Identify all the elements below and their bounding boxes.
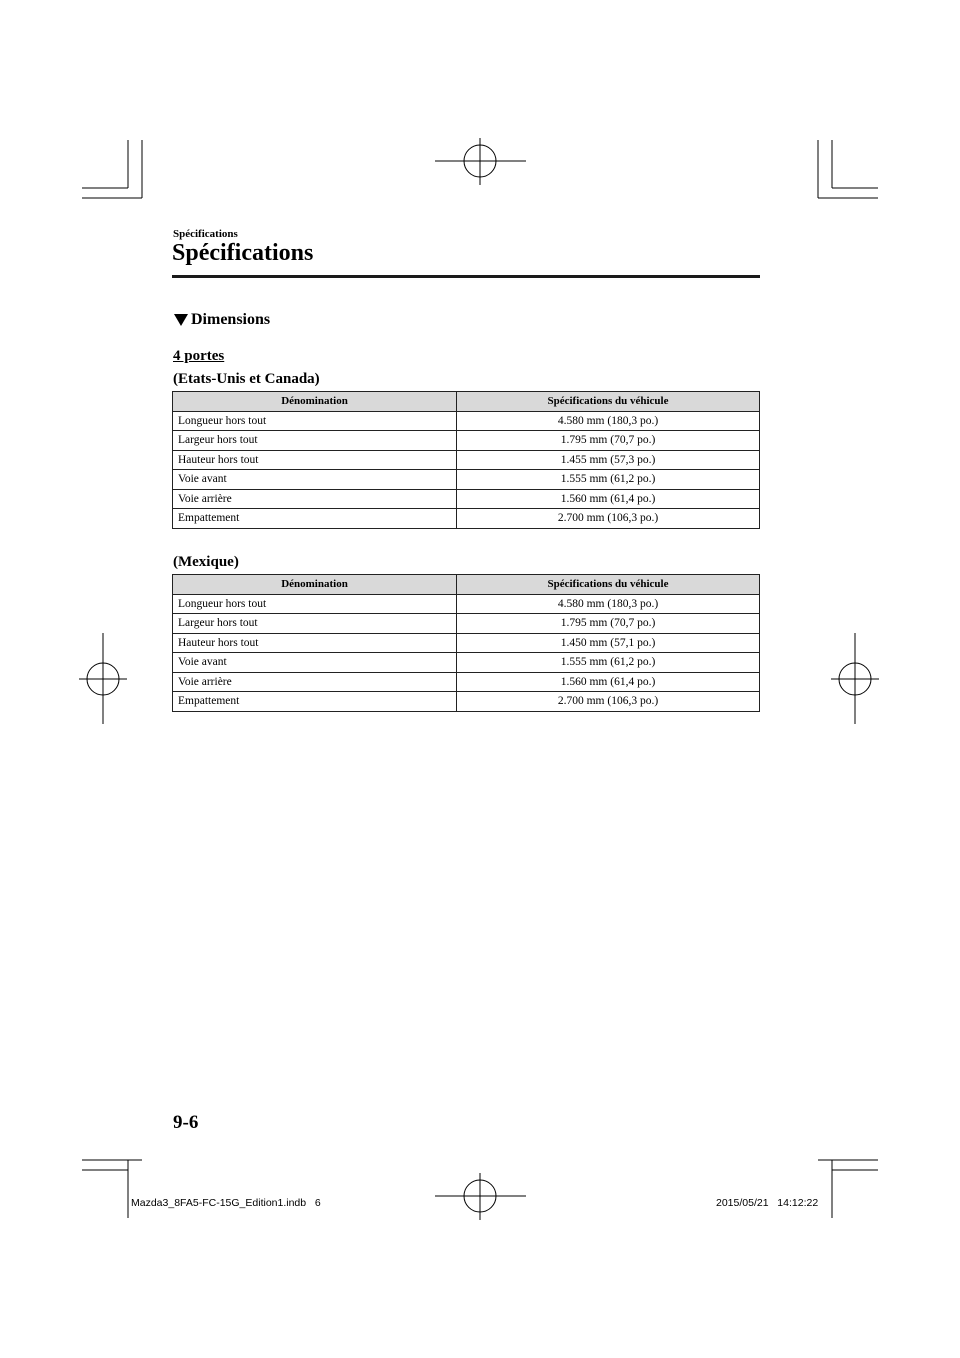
table-header-row bbox=[173, 392, 760, 412]
table-row bbox=[173, 509, 760, 529]
row-value: 1.455 mm (57,3 po.) bbox=[457, 450, 760, 470]
row-value: 1.450 mm (57,1 po.) bbox=[457, 633, 760, 653]
row-value: 2.700 mm (106,3 po.) bbox=[457, 692, 760, 712]
row-name: Hauteur hors tout bbox=[173, 450, 457, 470]
row-value: 4.580 mm (180,3 po.) bbox=[457, 411, 760, 431]
spec-table-us-canada bbox=[172, 391, 760, 529]
row-name: Voie arrière bbox=[173, 489, 457, 509]
row-name: Voie arrière bbox=[173, 672, 457, 692]
table-row bbox=[173, 489, 760, 509]
table-row bbox=[173, 594, 760, 614]
row-name: Largeur hors tout bbox=[173, 431, 457, 451]
table-row bbox=[173, 672, 760, 692]
row-name: Voie avant bbox=[173, 653, 457, 673]
spec-table-mexico bbox=[172, 574, 760, 712]
body-variant-heading: 4 portes bbox=[173, 348, 225, 364]
column-header: Dénomination bbox=[173, 575, 457, 595]
title-divider bbox=[172, 275, 760, 278]
row-name: Hauteur hors tout bbox=[173, 633, 457, 653]
table-row bbox=[173, 633, 760, 653]
column-header: Spécifications du véhicule bbox=[457, 575, 760, 595]
table-row bbox=[173, 431, 760, 451]
column-header: Spécifications du véhicule bbox=[457, 392, 760, 412]
column-header: Dénomination bbox=[173, 392, 457, 412]
table-row bbox=[173, 614, 760, 634]
row-name: Longueur hors tout bbox=[173, 594, 457, 614]
down-triangle-icon bbox=[174, 314, 188, 326]
row-value: 1.560 mm (61,4 po.) bbox=[457, 489, 760, 509]
row-name: Longueur hors tout bbox=[173, 411, 457, 431]
table-row bbox=[173, 653, 760, 673]
page-number: 9-6 bbox=[173, 1112, 199, 1133]
row-value: 1.555 mm (61,2 po.) bbox=[457, 470, 760, 490]
row-name: Largeur hors tout bbox=[173, 614, 457, 634]
row-value: 1.560 mm (61,4 po.) bbox=[457, 672, 760, 692]
table-row bbox=[173, 470, 760, 490]
section-title: Dimensions bbox=[191, 311, 271, 328]
region-heading-mexico: (Mexique) bbox=[173, 554, 239, 570]
row-value: 1.555 mm (61,2 po.) bbox=[457, 653, 760, 673]
table-row bbox=[173, 692, 760, 712]
row-name: Empattement bbox=[173, 692, 457, 712]
footer-file-label: Mazda3_8FA5-FC-15G_Edition1.indb 6 bbox=[131, 1197, 321, 1209]
page-title: Spécifications bbox=[172, 240, 314, 266]
row-name: Voie avant bbox=[173, 470, 457, 490]
row-value: 4.580 mm (180,3 po.) bbox=[457, 594, 760, 614]
row-value: 1.795 mm (70,7 po.) bbox=[457, 614, 760, 634]
table-row bbox=[173, 411, 760, 431]
table-header-row bbox=[173, 575, 760, 595]
table-row bbox=[173, 450, 760, 470]
section-heading bbox=[174, 311, 270, 329]
breadcrumb: Spécifications bbox=[173, 228, 238, 240]
row-value: 1.795 mm (70,7 po.) bbox=[457, 431, 760, 451]
region-heading-us-canada: (Etats-Unis et Canada) bbox=[173, 371, 320, 387]
footer-timestamp: 2015/05/21 14:12:22 bbox=[716, 1197, 819, 1209]
row-value: 2.700 mm (106,3 po.) bbox=[457, 509, 760, 529]
row-name: Empattement bbox=[173, 509, 457, 529]
